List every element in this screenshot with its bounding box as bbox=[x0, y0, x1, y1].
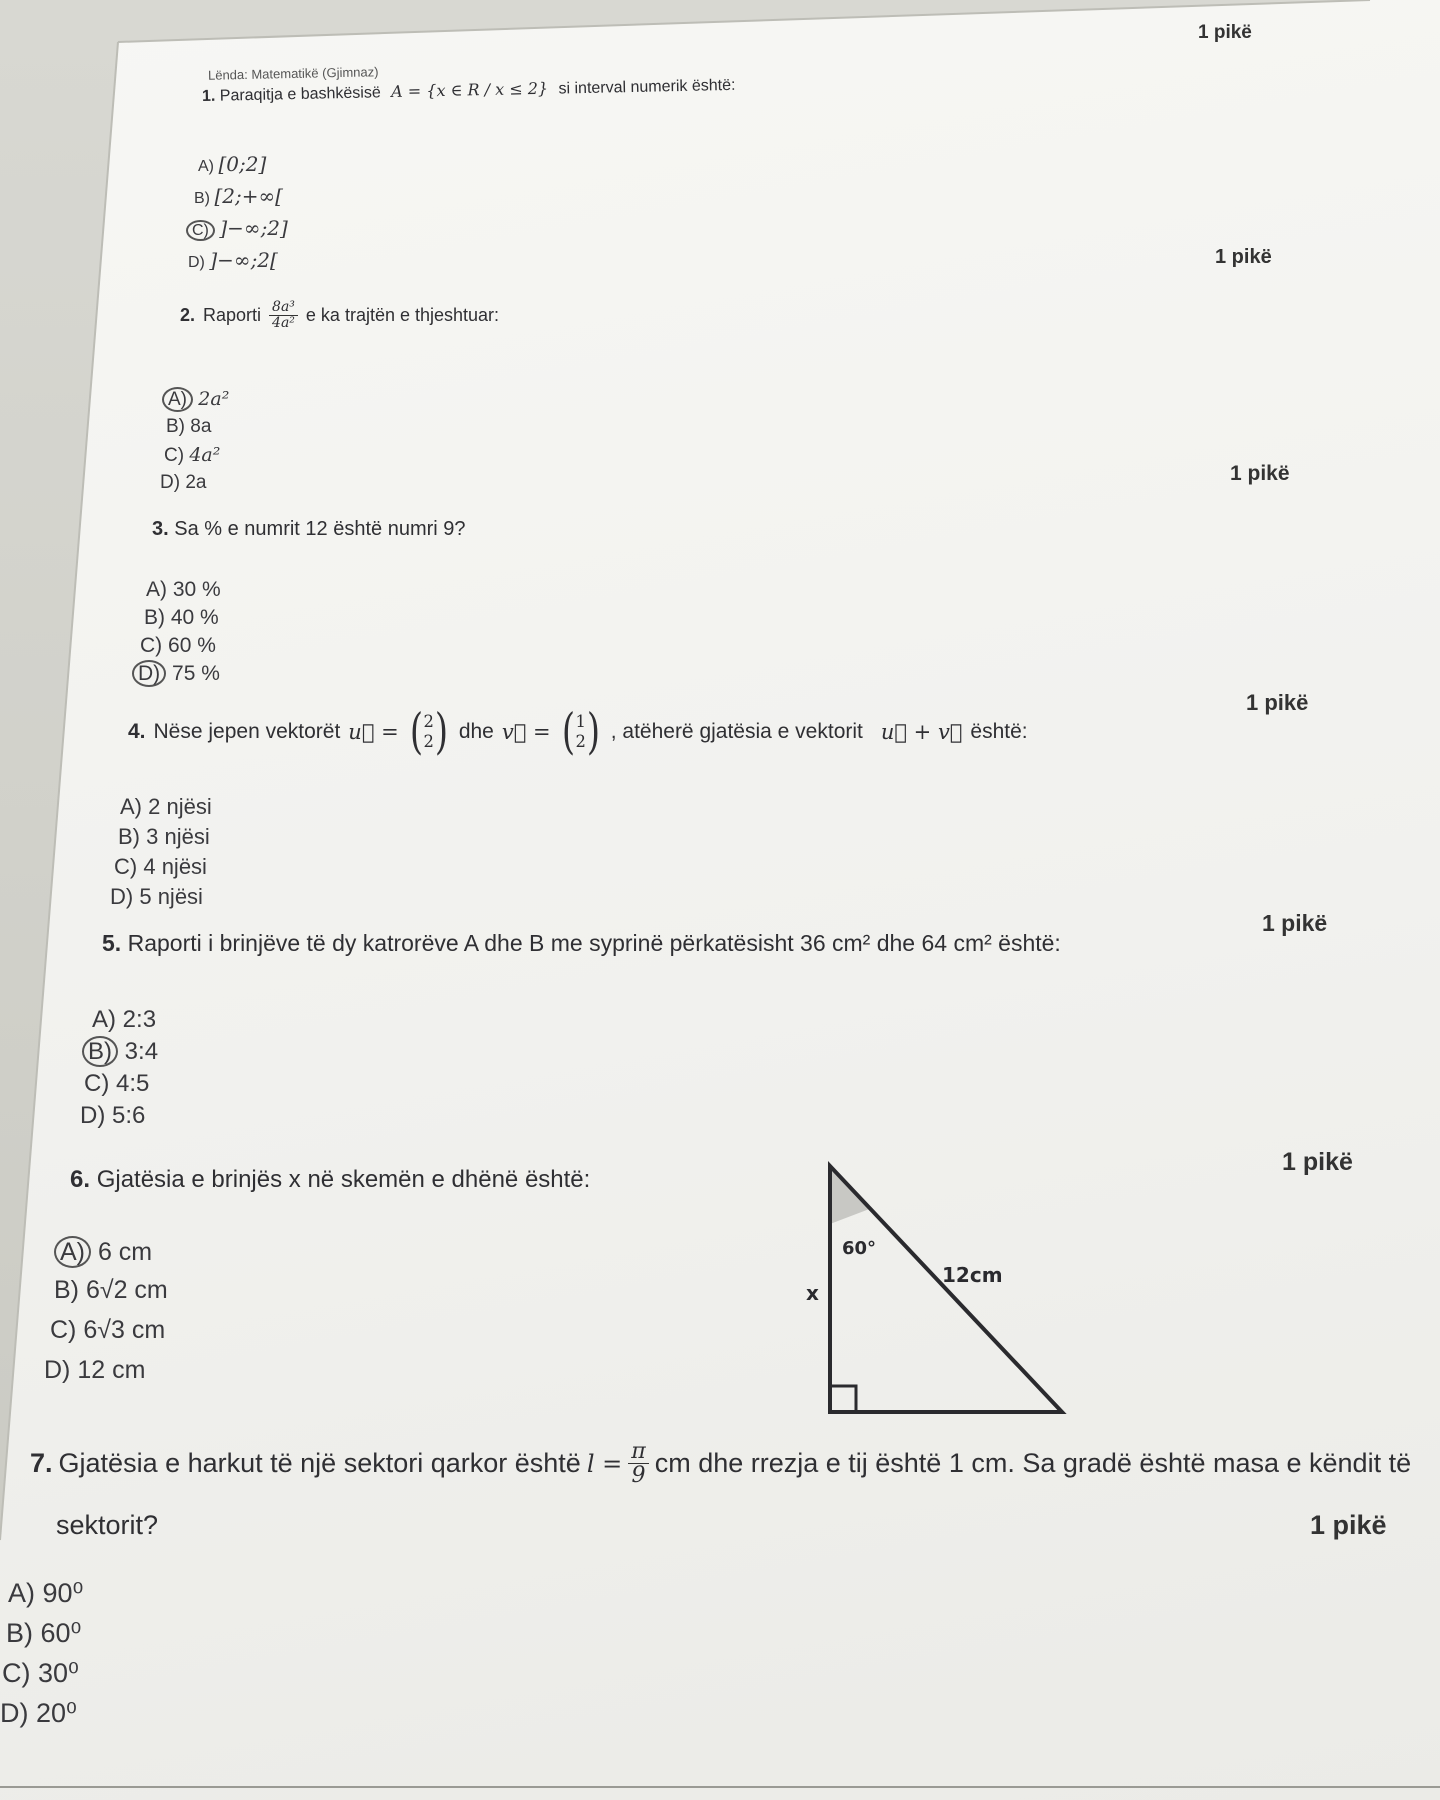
q4-vector-u: ( 2 2 ) bbox=[409, 704, 448, 760]
q6-number: 6. bbox=[70, 1166, 91, 1193]
q7-text-after: cm dhe rrezja e tij është 1 cm. Sa gradë është masa e këndit të bbox=[654, 1448, 1412, 1479]
q5-option-d: D) 5:6 bbox=[80, 1102, 146, 1129]
q4-v-label: v⃗ = bbox=[501, 720, 551, 745]
q3-option-b: B) 40 % bbox=[144, 606, 219, 629]
q5-option-a: A) 2:3 bbox=[92, 1006, 157, 1033]
q7-option-c: C) 30⁰ bbox=[2, 1658, 79, 1688]
q2-option-c: C) 4a² bbox=[164, 444, 221, 466]
q1-set: A = {x ∈ R / x ≤ 2} bbox=[390, 78, 549, 102]
points-q2: 1 pikë bbox=[1215, 246, 1272, 268]
q3-option-c: C) 60 % bbox=[140, 634, 216, 657]
q2-text-after: e ka trajtën e thjeshtuar: bbox=[305, 304, 500, 325]
question-7 bbox=[30, 1440, 1411, 1487]
side-x-label: x bbox=[806, 1281, 819, 1305]
q4-option-c: C) 4 njësi bbox=[114, 854, 207, 879]
q4-sum: u⃗ + v⃗ bbox=[880, 720, 963, 745]
q3-option-a: A) 30 % bbox=[146, 578, 221, 601]
q7-option-a: A) 90⁰ bbox=[8, 1578, 84, 1608]
q7-l-eq: l = bbox=[586, 1449, 623, 1478]
question-6 bbox=[70, 1166, 590, 1194]
q6-option-c: C) 6√3 cm bbox=[50, 1316, 166, 1344]
q7-fraction: $\frac{\pi}{9}$ bbox=[628, 1440, 648, 1487]
right-angle-marker bbox=[830, 1386, 856, 1412]
points-q5: 1 pikë bbox=[1262, 910, 1328, 936]
question-4 bbox=[128, 704, 1028, 760]
q6-text: Gjatësia e brinjës x në skemën e dhënë është: bbox=[96, 1166, 591, 1193]
q1-option-b: B) [2;+∞[ bbox=[194, 184, 283, 208]
q4-vector-v: ( 1 2 ) bbox=[561, 704, 600, 760]
points-q6: 1 pikë bbox=[1282, 1148, 1353, 1176]
angle-label: 60° bbox=[842, 1238, 877, 1259]
right-triangle bbox=[830, 1166, 1062, 1412]
q1-option-a: A) [0;2] bbox=[198, 152, 267, 176]
q5-text: Raporti i brinjëve të dy katrorëve A dhe B me syprinë përkatësisht 36 cm² dhe 64 cm² është: bbox=[127, 930, 1061, 956]
q7-text-before: Gjatësia e harkut të një sektori qarkor është bbox=[58, 1448, 581, 1479]
q2-option-a: A) 2a² bbox=[168, 388, 229, 411]
q4-number: 4. bbox=[128, 720, 146, 744]
q1-number: 1. bbox=[201, 87, 216, 105]
points-q3: 1 pikë bbox=[1230, 462, 1290, 485]
page-bottom-rule bbox=[0, 1786, 1440, 1788]
q2-number: 2. bbox=[180, 304, 196, 325]
q2-option-b: B) 8a bbox=[166, 416, 212, 437]
q1-text-after: si interval numerik është: bbox=[558, 76, 736, 98]
q7-option-b: B) 60⁰ bbox=[6, 1618, 82, 1648]
q4-option-d: D) 5 njësi bbox=[110, 884, 203, 909]
q4-text-after: është: bbox=[970, 720, 1028, 744]
q4-u-label: u⃗ = bbox=[348, 720, 399, 745]
q4-text-mid: , atëherë gjatësia e vektorit bbox=[610, 720, 863, 744]
q3-option-d: D) 75 % bbox=[138, 662, 220, 686]
q1-text-before: Paraqitja e bashkësisë bbox=[219, 84, 381, 105]
points-q1: 1 pikë bbox=[1198, 22, 1252, 43]
q6-option-b: B) 6√2 cm bbox=[54, 1276, 168, 1304]
points-q4: 1 pikë bbox=[1246, 690, 1309, 715]
q7-number: 7. bbox=[30, 1448, 53, 1479]
q3-number: 3. bbox=[152, 518, 169, 540]
question-2 bbox=[180, 300, 499, 330]
q7-option-d: D) 20⁰ bbox=[0, 1698, 77, 1728]
q1-option-c: C) ]−∞;2] bbox=[192, 216, 288, 240]
q2-fraction: $\frac{\text{8a³}}{\text{4a²}}$ bbox=[269, 300, 298, 330]
q2-text-before: Raporti bbox=[203, 304, 262, 325]
q6-option-d: D) 12 cm bbox=[44, 1356, 146, 1384]
q4-option-b: B) 3 njësi bbox=[118, 824, 210, 849]
q7-text-line2: sektorit? bbox=[56, 1510, 159, 1540]
subject-header: Lënda: Matematikë (Gjimnaz) bbox=[207, 64, 379, 83]
triangle-figure bbox=[800, 1150, 1080, 1430]
q4-text-before: Nëse jepen vektorët bbox=[153, 720, 341, 744]
q4-option-a: A) 2 njësi bbox=[120, 794, 212, 819]
hypotenuse-label: 12cm bbox=[942, 1263, 1003, 1287]
q6-option-a: A) 6 cm bbox=[60, 1238, 152, 1267]
points-q7: 1 pikë bbox=[1310, 1510, 1387, 1540]
q1-option-d: D) ]−∞;2[ bbox=[188, 248, 278, 272]
q2-option-d: D) 2a bbox=[160, 472, 207, 493]
q4-dhe: dhe bbox=[458, 720, 494, 744]
question-5 bbox=[102, 930, 1061, 957]
q5-number: 5. bbox=[102, 930, 122, 956]
q5-option-c: C) 4:5 bbox=[84, 1070, 150, 1097]
q5-option-b: B) 3:4 bbox=[88, 1038, 158, 1066]
q3-text: Sa % e numrit 12 është numri 9? bbox=[174, 518, 466, 540]
question-3 bbox=[152, 518, 466, 541]
